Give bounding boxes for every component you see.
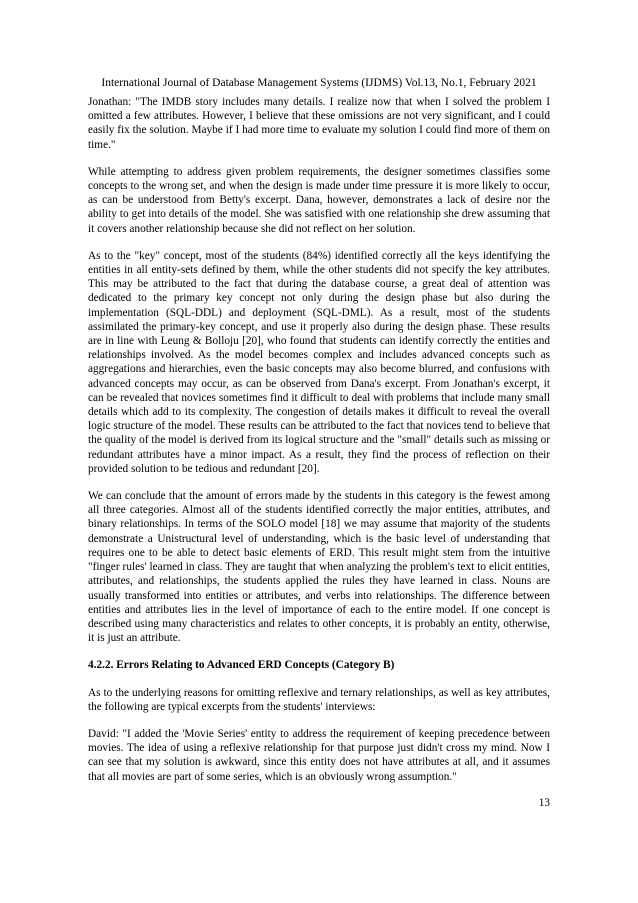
paragraph-design-classification: While attempting to address given problem requirements, the designer sometimes classifies some concepts to the wrong set, and when the design is made under time pressure it is more likely to occur, as can be understood from Betty's excerpt. Dana, however, demonstrates a lack of desire nor the ability to get into details of the model. She was satisfied with one relationship she drew assuming that it covers another relationship because she did not reflect on her solution. [88, 165, 550, 235]
paragraph-david-quote: David: "I added the 'Movie Series' entity to address the requirement of keeping precedence between movies. The idea of using a reflexive relationship for that purpose just didn't cross my mind. Now I can see that my solution is awkward, since this entity does not have attributes at all, and it assumes that all movies are part of some series, which is an obviously wrong assumption." [88, 727, 550, 783]
paragraph-reasons-intro: As to the underlying reasons for omitting reflexive and ternary relationships, as well as key attributes, the following are typical excerpts from the students' interviews: [88, 686, 550, 713]
section-heading: 4.2.2. Errors Relating to Advanced ERD Concepts (Category B) [88, 659, 395, 672]
page-number: 13 [538, 797, 550, 809]
journal-header: International Journal of Database Management Systems (IJDMS) Vol.13, No.1, February 2021 [101, 77, 537, 89]
paragraph-conclusion: We can conclude that the amount of errors made by the students in this category is the fewest among all three categories. Almost all of the students identified correctly the major entities, attributes, and binary relationships. In terms of the SOLO model [18] we may assume that majority of the students demonstrate a Unistructural level of understanding, which is the basic level of understanding that requires one to be able to detect basic elements of ERD. This result might stem from the intuitive "finger rules' learned in class. They are taught that when analyzing the problem's text to elicit entities, attributes, and relationships, the students applied the rules they have learned in class. Nouns are usually transformed into entities or attributes, and verbs into relationships. The difference between entities and attributes lies in the level of importance of each to the entire model. If one concept is described using many characteristics and relates to other concepts, it is probably an entity, otherwise, it is just an attribute. [88, 490, 550, 645]
body-text [88, 95, 550, 797]
paragraph-jonathan-quote: Jonathan: "The IMDB story includes many details. I realize now that when I solved the problem I omitted a few attributes. However, I believe that these omissions are not very significant, and I could easily fix the solution. Maybe if I had more time to evaluate my solution I could find more of them on time." [88, 96, 550, 151]
paragraph-key-concept: As to the "key" concept, most of the students (84%) identified correctly all the keys identifying the entities in all entity-sets defined by them, while the other students did not specify the key attributes. This may be attributed to the fact that during the database course, a great deal of attention was dedicated to the primary key concept not only during the design phase but also during the implementation (SQL-DDL) and deployment (SQL-DML). As a result, most of the students assimilated the primary-key concept, and use it properly also during the design phase. These results are in line with Leung & Bolloju [20], who found that students can identify correctly the entities and relationships involved. As the model becomes complex and includes advanced concepts such as aggregations and hierarchies, even the basic concepts may also become blurred, and confusions with advanced concepts may occur, as can be observed from Dana's excerpt. From Jonathan's excerpt, it can be revealed that novices sometimes find it difficult to deal with problems that include many small details which add to its complexity. The congestion of details makes it difficult to reveal the overall logic structure of the model. These results can be attributed to the fact that novices tend to believe that the quality of the model is derived from its logical structure and the "small" details such as missing or redundant attributes have a minor impact. As a result, they find the process of reflection on their provided solution to be tedious and redundant [20]. [88, 249, 550, 475]
